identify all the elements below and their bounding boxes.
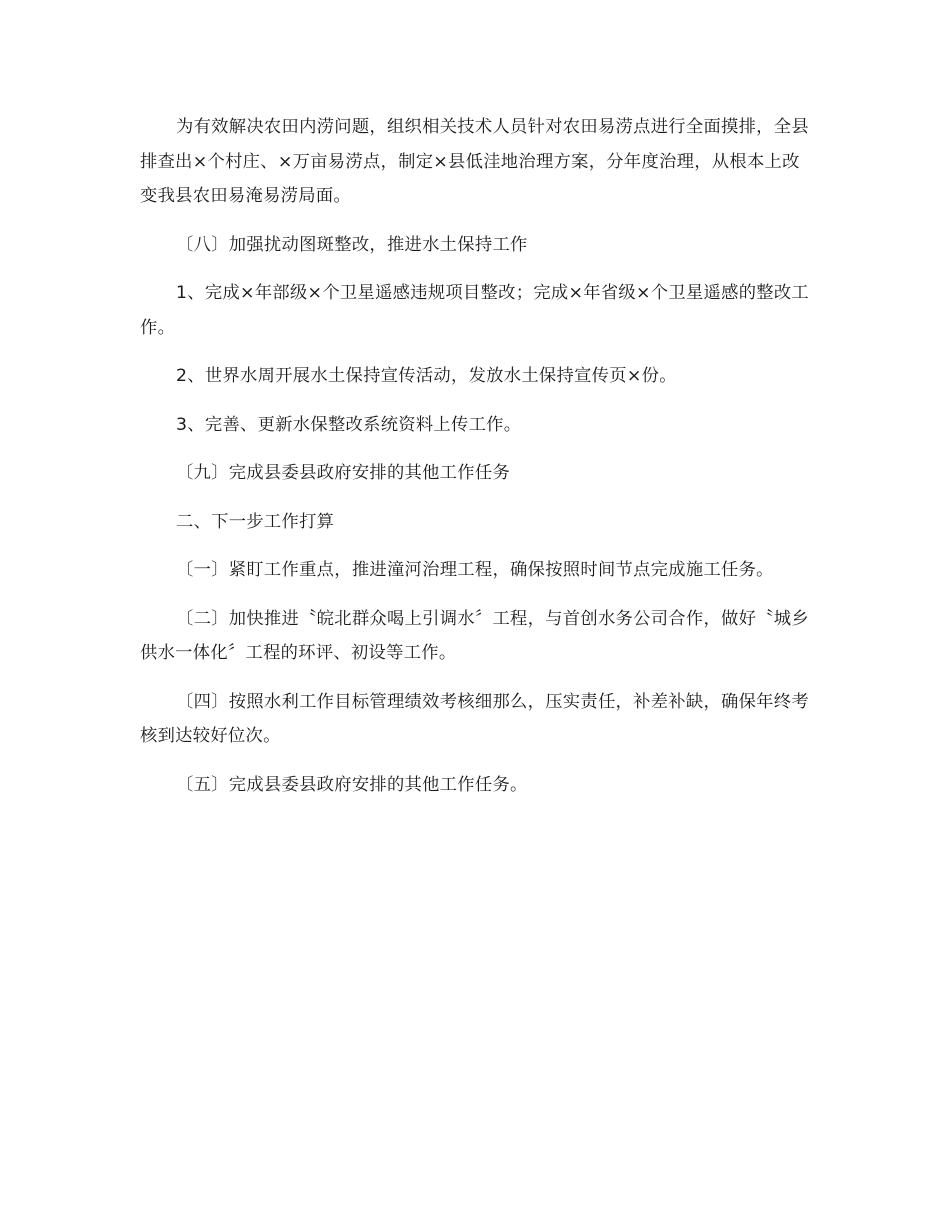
section-heading-next-steps: 二、下一步工作打算	[176, 511, 335, 532]
paragraph-performance-assessment: 〔四〕按照水利工作目标管理绩效考核细那么，压实责任，补差补缺，确保年终考核到达较好位次。	[140, 691, 809, 746]
document-body	[140, 110, 810, 816]
paragraph-other-tasks-final: 〔五〕完成县委县政府安排的其他工作任务。	[176, 774, 528, 795]
heading-soil-conservation: 〔八〕加强扰动图斑整改，推进水土保持工作	[176, 234, 528, 255]
list-item-water-week-campaign: 2、世界水周开展水土保持宣传活动，发放水土保持宣传页×份。	[176, 366, 677, 386]
list-item-satellite-rectification: 1、完成×年部级×个卫星遥感违规项目整改；完成×年省级×个卫星遥感的整改工作。	[140, 283, 810, 338]
paragraph-tonghe-project: 〔一〕紧盯工作重点，推进潼河治理工程，确保按照时间节点完成施工任务。	[176, 560, 774, 580]
list-item-system-data-upload: 3、完善、更新水保整改系统资料上传工作。	[176, 414, 522, 435]
paragraph-water-diversion: 〔二〕加快推进〝皖北群众喝上引调水〞工程，与首创水务公司合作，做好〝城乡供水一体化〞工程的环评、初设等工作。	[140, 608, 809, 663]
paragraph-lowland-drainage: 为有效解决农田内涝问题，组织相关技术人员针对农田易涝点进行全面摸排，全县排查出×个村庄、×万亩易涝点，制定×县低洼地治理方案，分年度治理，从根本上改变我县农田易淹易涝局面。	[140, 117, 809, 206]
heading-other-tasks: 〔九〕完成县委县政府安排的其他工作任务	[176, 463, 511, 483]
